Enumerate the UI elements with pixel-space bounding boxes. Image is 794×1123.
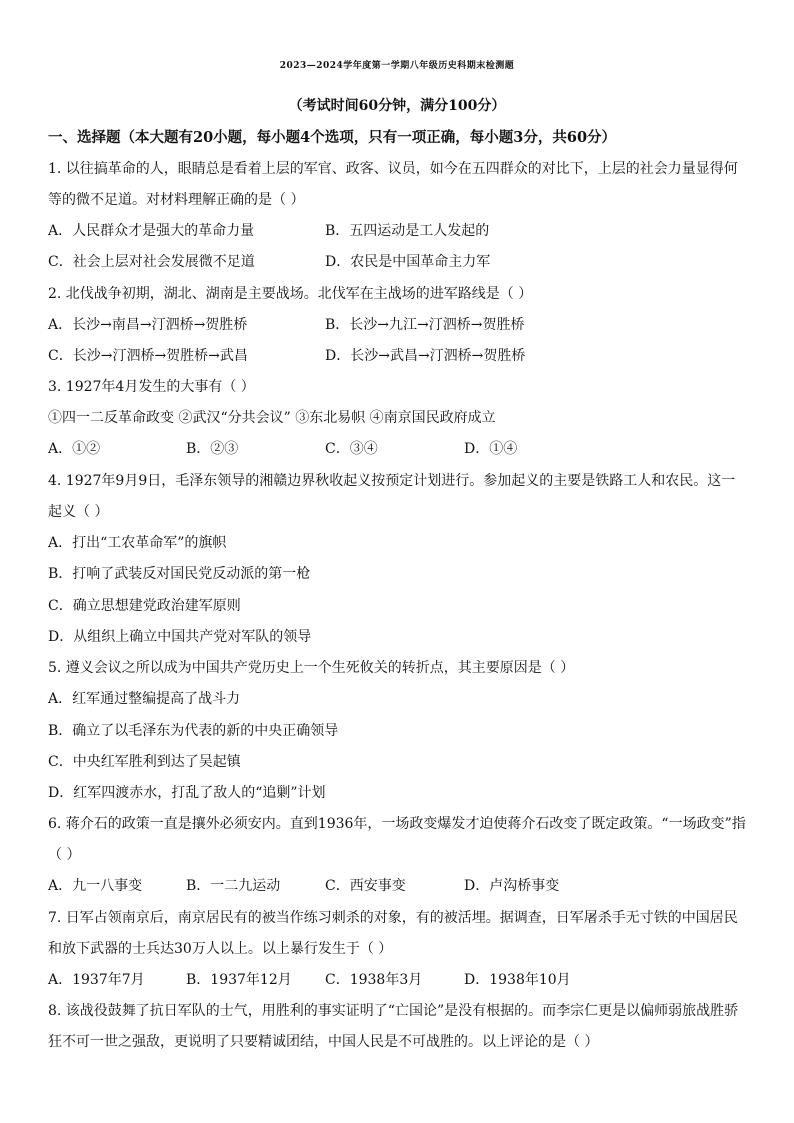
q4-option-d: D．从组织上确立中国共产党对军队的领导	[48, 629, 312, 645]
q5-option-b: B．确立了以毛泽东为代表的新的中央正确领导	[48, 723, 339, 739]
section-heading: 一、选择题（本大题有20小题，每小题4个选项，只有一项正确，每小题3分，共60分）	[48, 129, 617, 146]
q6-option-b: B．一二九运动	[186, 878, 281, 894]
q3-option-c: C．③④	[325, 441, 378, 457]
q1-option-b: B．五四运动是工人发起的	[325, 223, 490, 239]
q2-option-d: D．长沙→武昌→汀泗桥→贺胜桥	[325, 348, 526, 364]
q7-option-c: C．1938年3月	[325, 972, 423, 988]
q3-option-a: A．①②	[48, 441, 101, 457]
q2-option-a: A．长沙→南昌→汀泗桥→贺胜桥	[48, 317, 248, 333]
q5-stem: 5. 遵义会议之所以成为中国共产党历史上一个生死攸关的转折点，其主要原因是（ ）	[48, 660, 575, 676]
q7-option-b: B．1937年12月	[186, 972, 292, 988]
exam-title: 2023—2024学年度第一学期八年级历史科期末检测题	[279, 61, 515, 71]
q5-option-c: C．中央红军胜利到达了吴起镇	[48, 754, 241, 770]
q5-option-a: A．红军通过整编提高了战斗力	[48, 691, 241, 707]
q6-option-c: C．西安事变	[325, 878, 406, 894]
q4-stem-line1: 4. 1927年9月9日，毛泽东领导的湘赣边界秋收起义按预定计划进行。参加起义的主要是铁路工人和农民。这一	[48, 473, 736, 489]
q7-option-a: A．1937年7月	[48, 972, 145, 988]
q1-stem-line2: 等的微不足道。对材料理解正确的是（ ）	[48, 192, 305, 208]
q1-option-d: D．农民是中国革命主力军	[325, 254, 491, 270]
q6-stem-line1: 6. 蒋介石的政策一直是攘外必须安内。直到1936年，一场政变爆发才迫使蒋介石改变了既定政策。“一场政变”指	[48, 816, 746, 832]
q6-option-d: D．卢沟桥事变	[464, 878, 560, 894]
q5-option-d: D．红军四渡赤水，打乱了敌人的“追剿”计划	[48, 785, 326, 801]
q2-option-c: C．长沙→汀泗桥→贺胜桥→武昌	[48, 348, 248, 364]
q7-option-d: D．1938年10月	[464, 972, 571, 988]
q4-option-c: C．确立思想建党政治建军原则	[48, 598, 241, 614]
q6-stem-line2: （ ）	[48, 847, 81, 863]
q3-option-b: B．②③	[186, 441, 239, 457]
q7-stem-line1: 7. 日军占领南京后，南京居民有的被当作练习刺杀的对象，有的被活埋。据调查，日军屠杀手无寸铁的中国居民	[48, 910, 738, 926]
q1-option-c: C．社会上层对社会发展微不足道	[48, 254, 255, 270]
q4-option-b: B．打响了武装反对国民党反动派的第一枪	[48, 566, 311, 582]
q2-stem: 2. 北伐战争初期，湖北、湖南是主要战场。北伐军在主战场的进军路线是（ ）	[48, 286, 533, 302]
q3-stem: 3. 1927年4月发生的大事有（ ）	[48, 379, 255, 395]
q3-option-d: D．①④	[464, 441, 518, 457]
exam-subtitle: （考试时间60分钟，满分100分）	[288, 98, 506, 114]
q1-option-a: A．人民群众才是强大的革命力量	[48, 223, 255, 239]
q4-option-a: A．打出“工农革命军”的旗帜	[48, 535, 227, 551]
q7-stem-line2: 和放下武器的士兵达30万人以上。以上暴行发生于（ ）	[48, 941, 393, 957]
q2-option-b: B．长沙→九江→汀泗桥→贺胜桥	[325, 317, 525, 333]
q3-items: ①四一二反革命政变 ②武汉“分共会议” ③东北易帜 ④南京国民政府成立	[48, 410, 496, 426]
q4-stem-line2: 起义（ ）	[48, 504, 109, 520]
q6-option-a: A．九一八事变	[48, 878, 143, 894]
q8-stem-line1: 8. 该战役鼓舞了抗日军队的士气，用胜利的事实证明了“亡国论”是没有根据的。而李宗仁更是以偏师弱旅战胜骄	[48, 1003, 739, 1019]
q1-stem-line1: 1. 以往搞革命的人，眼睛总是看着上层的军官、政客、议员，如今在五四群众的对比下，上层的社会力量显得何	[48, 161, 738, 177]
q8-stem-line2: 狂不可一世之强敌，更说明了只要精诚团结，中国人民是不可战胜的。以上评论的是（ ）	[48, 1034, 599, 1050]
